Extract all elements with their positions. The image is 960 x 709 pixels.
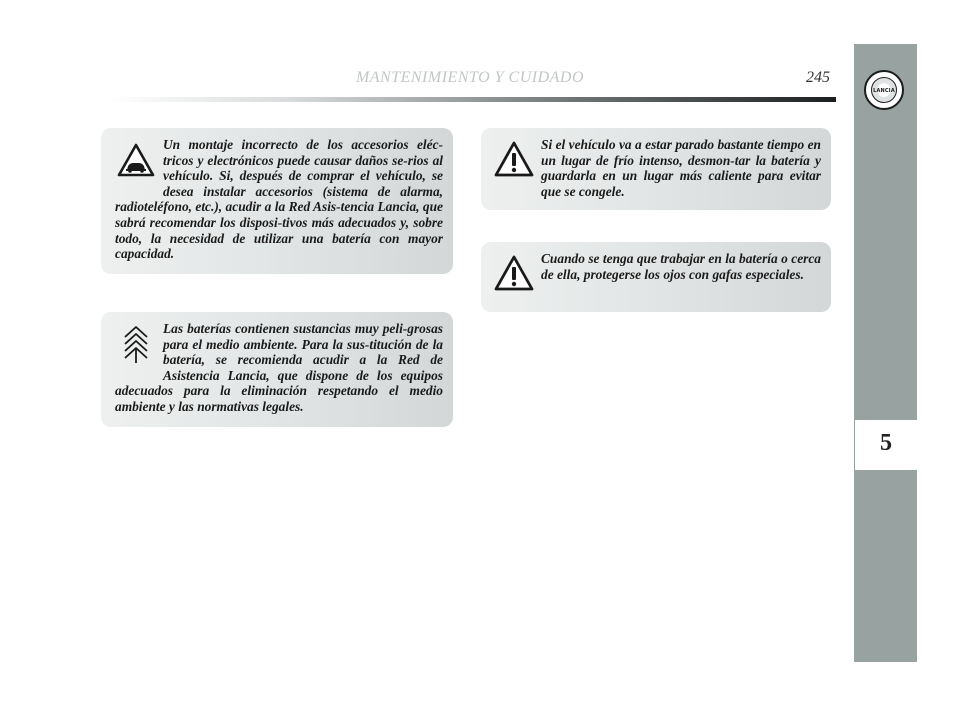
warning-triangle-icon	[493, 251, 535, 297]
note-text: Un montaje incorrecto de los accesorios eléc-tricos y electrónicos puede causar daños se-rios al vehículo. Si, después de comprar el vehículo, se desea instalar accesorios (sistema de alarma, radioteléfono, etc.), acudir a la Red Asis-tencia Lancia, que sabrá recomendar los disposi-tivos más adecuados y, sobre todo, la necesidad de utilizar una batería con mayor capacidad.	[115, 137, 443, 262]
lancia-logo	[864, 70, 904, 110]
chapter-indicator	[855, 420, 917, 470]
cold-storage-warning-note	[481, 128, 831, 210]
environment-icon	[115, 321, 157, 367]
chapter-number: 5	[880, 430, 892, 456]
logo-emblem	[871, 77, 897, 103]
page-number: 245	[806, 69, 830, 86]
car-warning-icon	[115, 137, 157, 183]
chapter-side-tab	[854, 44, 917, 662]
note-text: Cuando se tenga que trabajar en la batería o cerca de ella, protegerse los ojos con gafas especiales.	[541, 251, 821, 282]
note-text: Las baterías contienen sustancias muy peli-grosas para el medio ambiente. Para la sus-titución de la batería, se recomienda acudir a la Red de Asistencia Lancia, que dispone de los equipos adecuados para la eliminación respetando el medio ambiente y las normativas legales.	[115, 321, 443, 414]
eye-protection-warning-note	[481, 242, 831, 312]
header-divider	[110, 97, 836, 102]
note-text: Si el vehículo va a estar parado bastante tiempo en un lugar de frío intenso, desmon-tar la batería y guardarla en un lugar más caliente para evitar que se congele.	[541, 137, 821, 199]
logo-text: LANCIA	[873, 88, 895, 94]
environment-note	[101, 312, 453, 427]
warning-triangle-icon	[493, 137, 535, 183]
section-title: MANTENIMIENTO Y CUIDADO	[355, 69, 585, 86]
accessories-caution-note	[101, 128, 453, 274]
